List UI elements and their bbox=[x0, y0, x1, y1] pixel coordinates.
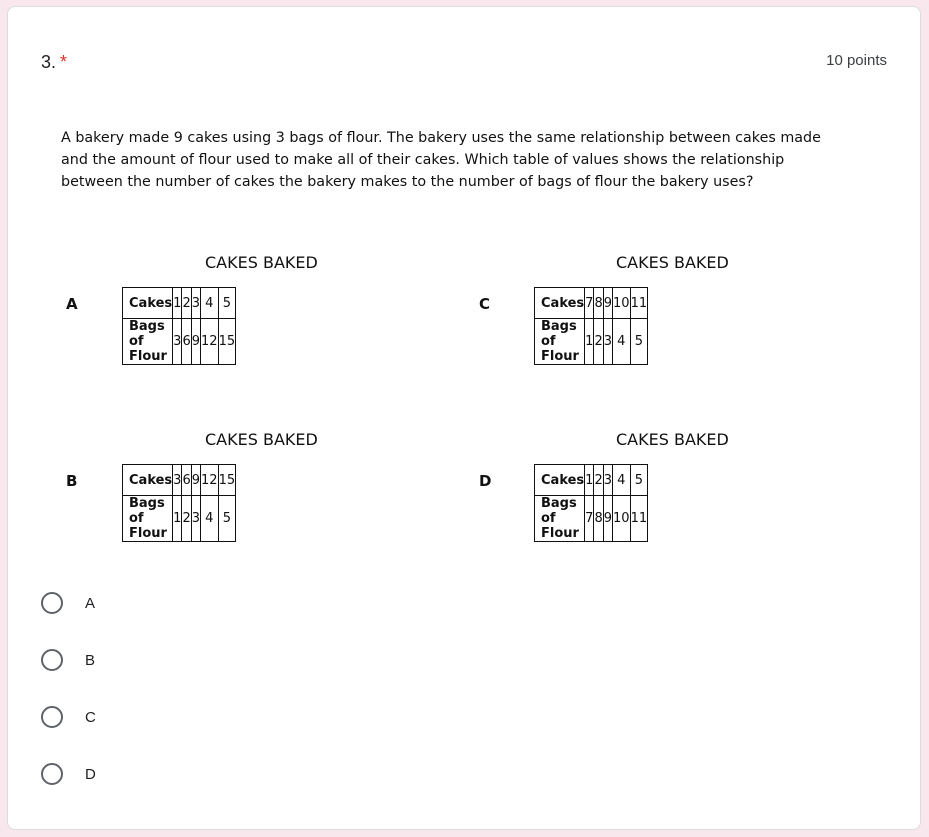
table-d-grid bbox=[534, 464, 648, 542]
table-b-title: CAKES BAKED bbox=[205, 430, 318, 449]
row-label: Cakes bbox=[535, 288, 585, 319]
table-cell: 1 bbox=[173, 288, 182, 319]
choice-c[interactable] bbox=[41, 697, 341, 737]
question-prompt: A bakery made 9 cakes using 3 bags of flour. The bakery uses the same relationship between cakes made and the amount of flour used to make all of their cakes. Which table of values shows the relationship between the number of cakes the bakery makes to the number of bags of flour the bakery uses? bbox=[61, 130, 821, 190]
table-row-flour bbox=[535, 496, 648, 542]
question-number bbox=[41, 52, 67, 73]
table-cell: 3 bbox=[603, 319, 612, 365]
row-label: Bags of Flour bbox=[535, 319, 585, 365]
required-marker: * bbox=[60, 52, 68, 72]
table-cell: 3 bbox=[173, 465, 182, 496]
table-a-title: CAKES BAKED bbox=[205, 253, 318, 272]
table-cell: 3 bbox=[191, 496, 200, 542]
table-cell: 9 bbox=[603, 496, 612, 542]
table-b-letter: B bbox=[66, 472, 78, 490]
table-cell: 2 bbox=[182, 496, 191, 542]
table-cell: 9 bbox=[603, 288, 612, 319]
table-cell: 4 bbox=[201, 496, 219, 542]
table-cell: 5 bbox=[218, 288, 236, 319]
table-cell: 2 bbox=[594, 465, 603, 496]
table-cell: 11 bbox=[630, 288, 648, 319]
question-card bbox=[7, 6, 921, 830]
table-cell: 12 bbox=[201, 465, 219, 496]
radio-circle-icon[interactable] bbox=[41, 649, 63, 671]
points-label: 10 points bbox=[826, 52, 887, 69]
table-cell: 5 bbox=[630, 319, 648, 365]
choice-a[interactable] bbox=[41, 583, 341, 623]
row-label: Cakes bbox=[535, 465, 585, 496]
table-c-title: CAKES BAKED bbox=[616, 253, 729, 272]
table-cell: 6 bbox=[182, 319, 191, 365]
table-cell: 15 bbox=[218, 465, 236, 496]
row-label: Bags of Flour bbox=[123, 319, 173, 365]
table-row-flour bbox=[123, 319, 236, 365]
choice-label: C bbox=[85, 708, 96, 726]
table-d-title: CAKES BAKED bbox=[616, 430, 729, 449]
table-cell: 7 bbox=[585, 496, 594, 542]
table-cell: 11 bbox=[630, 496, 648, 542]
choice-label: A bbox=[85, 594, 96, 612]
table-cell: 4 bbox=[613, 465, 631, 496]
row-label: Bags of Flour bbox=[123, 496, 173, 542]
table-cell: 10 bbox=[613, 496, 631, 542]
choice-label: B bbox=[85, 651, 96, 669]
table-cell: 4 bbox=[613, 319, 631, 365]
table-a-letter: A bbox=[66, 295, 78, 313]
table-b-grid bbox=[122, 464, 236, 542]
table-cell: 8 bbox=[594, 496, 603, 542]
table-cell: 3 bbox=[191, 288, 200, 319]
table-a-grid bbox=[122, 287, 236, 365]
table-cell: 3 bbox=[173, 319, 182, 365]
table-c-letter: C bbox=[479, 295, 491, 313]
choice-b[interactable] bbox=[41, 640, 341, 680]
row-label: Cakes bbox=[123, 288, 173, 319]
question-number-text: 3. bbox=[41, 52, 57, 72]
table-row-cakes bbox=[535, 465, 648, 496]
table-cell: 15 bbox=[218, 319, 236, 365]
radio-circle-icon[interactable] bbox=[41, 592, 63, 614]
question-image bbox=[48, 115, 868, 555]
table-cell: 10 bbox=[613, 288, 631, 319]
table-cell: 1 bbox=[585, 319, 594, 365]
table-cell: 9 bbox=[191, 465, 200, 496]
choice-d[interactable] bbox=[41, 754, 341, 794]
table-cell: 4 bbox=[201, 288, 219, 319]
table-row-cakes bbox=[123, 465, 236, 496]
table-cell: 6 bbox=[182, 465, 191, 496]
table-cell: 8 bbox=[594, 288, 603, 319]
table-row-cakes bbox=[123, 288, 236, 319]
table-cell: 5 bbox=[218, 496, 236, 542]
table-row-flour bbox=[535, 319, 648, 365]
table-c-grid bbox=[534, 287, 648, 365]
table-cell: 7 bbox=[585, 288, 594, 319]
table-d-letter: D bbox=[479, 472, 492, 490]
table-cell: 2 bbox=[182, 288, 191, 319]
table-cell: 12 bbox=[201, 319, 219, 365]
table-cell: 1 bbox=[173, 496, 182, 542]
table-cell: 5 bbox=[630, 465, 648, 496]
row-label: Bags of Flour bbox=[535, 496, 585, 542]
table-cell: 9 bbox=[191, 319, 200, 365]
table-row-cakes bbox=[535, 288, 648, 319]
table-row-flour bbox=[123, 496, 236, 542]
table-cell: 2 bbox=[594, 319, 603, 365]
radio-circle-icon[interactable] bbox=[41, 763, 63, 785]
row-label: Cakes bbox=[123, 465, 173, 496]
table-cell: 3 bbox=[603, 465, 612, 496]
table-cell: 1 bbox=[585, 465, 594, 496]
radio-circle-icon[interactable] bbox=[41, 706, 63, 728]
choice-label: D bbox=[85, 765, 96, 783]
